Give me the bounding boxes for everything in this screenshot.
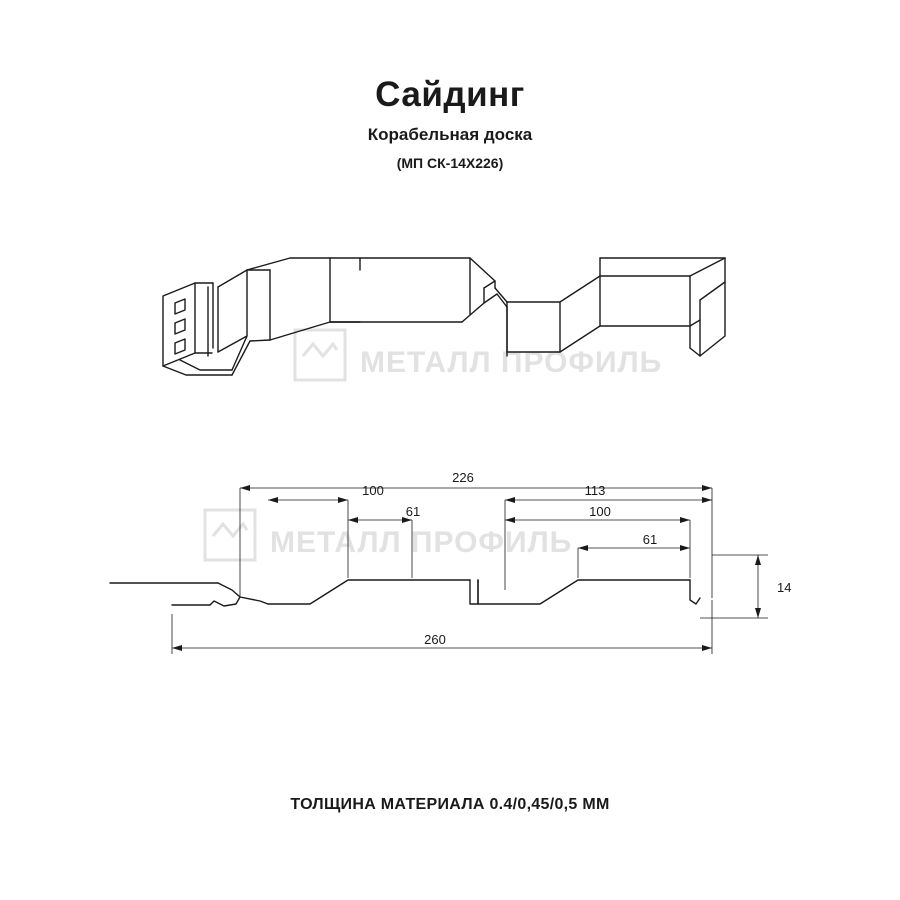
watermark-text-lower: МЕТАЛЛ ПРОФИЛЬ [270,526,573,559]
watermark-upper [295,330,662,380]
dimension-113: 113 [584,483,606,498]
dimension-226: 226 [452,470,474,485]
page-title: Сайдинг [375,75,525,114]
material-thickness-note: ТОЛЩИНА МАТЕРИАЛА 0.4/0,45/0,5 ММ [290,796,610,813]
dimension-260: 260 [424,632,446,647]
section-profile-line [110,580,700,606]
product-code: (МП СК-14Х226) [396,155,504,171]
watermark-text-upper: МЕТАЛЛ ПРОФИЛЬ [360,346,663,379]
dimension-100-upper: 100 [362,483,384,498]
dimension-61-upper: 61 [405,504,421,519]
dimension-100-mid: 100 [589,504,611,519]
dimension-14: 14 [777,580,792,595]
page-subtitle: Корабельная доска [367,125,533,144]
watermark-lower [205,510,572,560]
dimension-61-lower: 61 [642,532,658,547]
dimension-lines [172,485,768,654]
